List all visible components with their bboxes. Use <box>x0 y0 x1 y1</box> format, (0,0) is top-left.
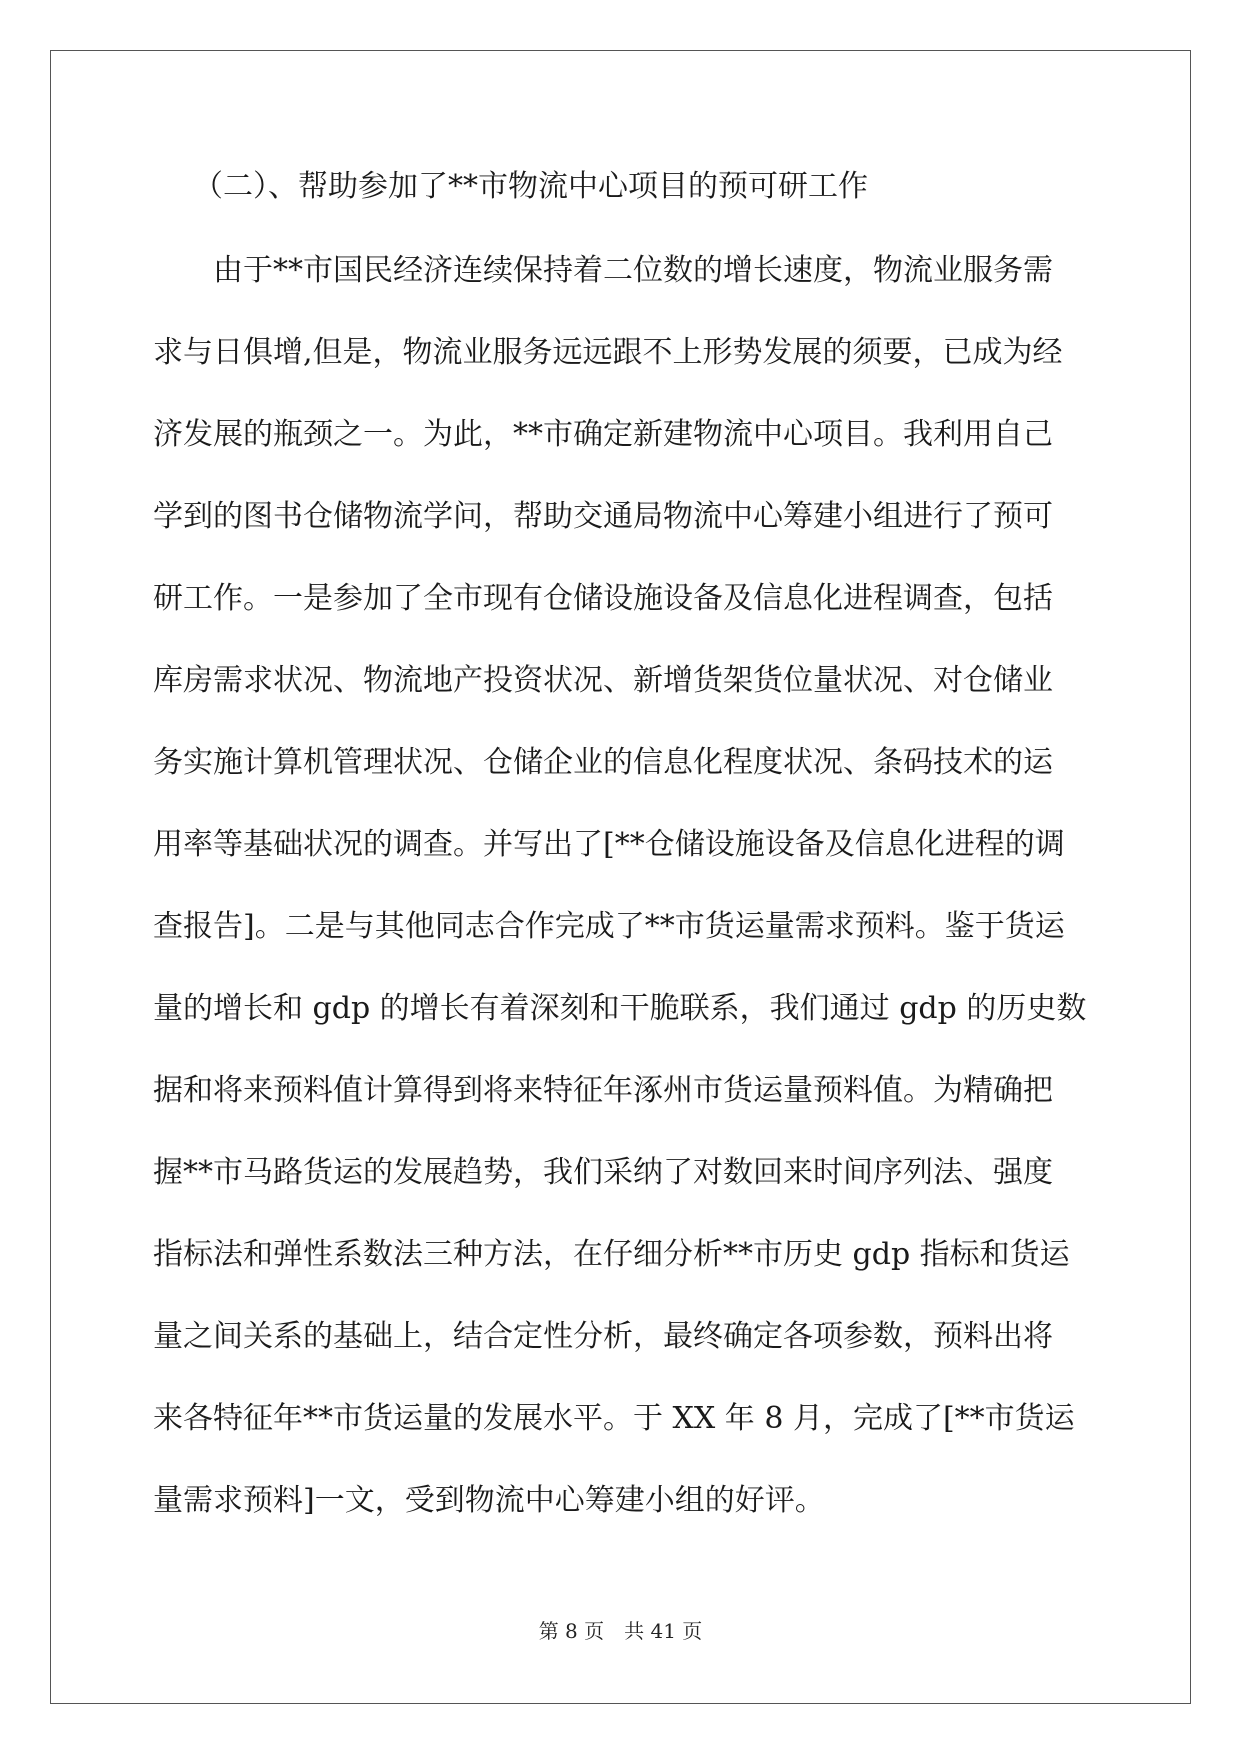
paragraph-line: 量之间关系的基础上，结合定性分析，最终确定各项参数，预料出将 <box>153 1319 1053 1354</box>
paragraph-line: 据和将来预料值计算得到将来特征年涿州市货运量预料值。为精确把 <box>153 1073 1053 1108</box>
paragraph-line: 量需求预料]一文，受到物流中心筹建小组的好评。 <box>153 1483 825 1518</box>
paragraph-line: 握**市马路货运的发展趋势，我们采纳了对数回来时间序列法、强度 <box>153 1155 1053 1190</box>
paragraph-line: 研工作。一是参加了全市现有仓储设施设备及信息化进程调查，包括 <box>153 581 1053 616</box>
paragraph-line: 务实施计算机管理状况、仓储企业的信息化程度状况、条码技术的运 <box>153 745 1053 780</box>
document-body <box>153 160 1088 1556</box>
paragraph-line: 用率等基础状况的调查。并写出了[**仓储设施设备及信息化进程的调 <box>153 827 1065 862</box>
paragraph-line: 由于**市国民经济连续保持着二位数的增长速度，物流业服务需 <box>153 253 1053 288</box>
paragraph-line: 学到的图书仓储物流学问，帮助交通局物流中心筹建小组进行了预可 <box>153 499 1053 534</box>
paragraph-line: 求与日俱增,但是，物流业服务远远跟不上形势发展的须要，已成为经 <box>153 335 1063 370</box>
paragraph-line: 查报告]。二是与其他同志合作完成了**市货运量需求预料。鉴于货运 <box>153 909 1065 944</box>
page-number-footer: 第 8 页 共 41 页 <box>538 1619 703 1643</box>
paragraph-line: 指标法和弹性系数法三种方法，在仔细分析**市历史 gdp 指标和货运 <box>153 1237 1070 1272</box>
paragraph-line: 库房需求状况、物流地产投资状况、新增货架货位量状况、对仓储业 <box>153 663 1053 698</box>
paragraph-line: 济发展的瓶颈之一。为此，**市确定新建物流中心项目。我利用自己 <box>153 417 1053 452</box>
section-heading: （二）、帮助参加了**市物流中心项目的预可研工作 <box>193 169 868 204</box>
paragraph-line: 量的增长和 gdp 的增长有着深刻和干脆联系，我们通过 gdp 的历史数 <box>153 991 1087 1026</box>
paragraph-line: 来各特征年**市货运量的发展水平。于 XX 年 8 月，完成了[**市货运 <box>153 1401 1075 1436</box>
